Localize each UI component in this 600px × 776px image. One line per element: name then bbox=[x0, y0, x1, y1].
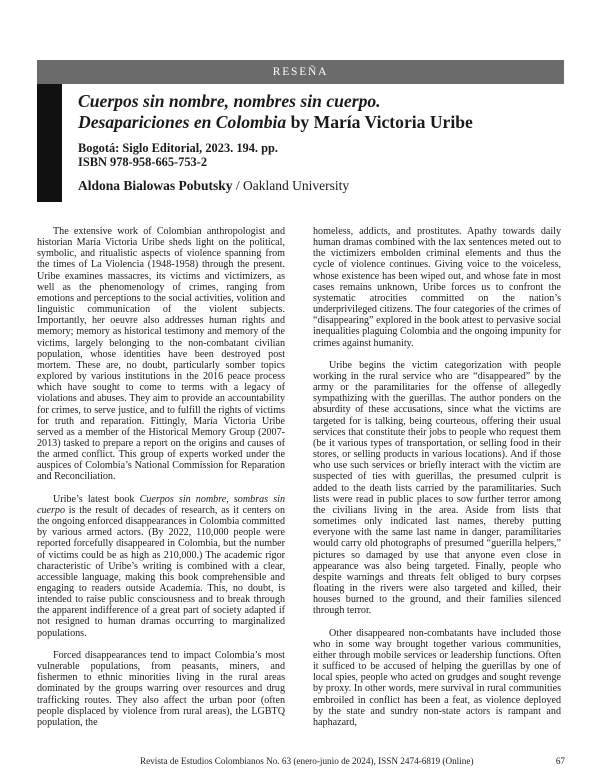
isbn-line: ISBN 978-958-665-753-2 bbox=[78, 155, 208, 169]
reviewer bbox=[78, 178, 568, 194]
book-title-line1: Cuerpos sin nombre, nombres sin cuerpo. bbox=[78, 91, 381, 111]
review-title bbox=[78, 91, 568, 133]
section-banner bbox=[37, 60, 564, 84]
paragraph-continued: homeless, addicts, and prostitutes. Apathy towards daily human dramas combined with the lax sentences meted out to the victimizers embolden criminal elements and thus the cycle of violence continues. Giving voice to the voiceless, whose existence has been wiped out, and whose fate in most cases remains unknown, Uribe forces us to confront the systematic atrocities committed on the nation’s underprivileged citizens. The four categories of the crimes of “disappearing” explored in the book attest to pervasive social inequalities plaguing Colombia and the ongoing impunity for crimes against humanity. bbox=[313, 226, 561, 349]
book-title-inline: Cuerpos sin nombre, sombras sin cuerpo bbox=[37, 493, 285, 516]
journal-citation: Revista de Estudios Colombianos No. 63 (enero-junio de 2024), ISSN 2474-6819 (Online) bbox=[140, 756, 474, 766]
publisher-line: Bogotá: Siglo Editorial, 2023. 194. pp. bbox=[78, 141, 278, 155]
body-column-left bbox=[37, 226, 285, 728]
body-column-right bbox=[313, 226, 561, 728]
paragraph: Other disappeared non-combatants have included those who in some way brought together various communities, either through mobile services or leadership functions. Often it sufficed to be accused of helping the guerillas by one of local spies, people who acted on grudges and sought revenge by proxy. In other words, mere survival in rural communities embroiled in conflict has been a feat, as violence deployed by the state and sundry non-state actors is rampant and haphazard, bbox=[313, 627, 561, 728]
book-title-line2: Desapariciones en Colombia bbox=[78, 112, 287, 132]
title-accent-bar bbox=[37, 84, 62, 202]
reviewer-affiliation: / Oakland University bbox=[232, 178, 350, 193]
paragraph bbox=[37, 494, 285, 639]
paragraph-text: is the result of decades of research, as it centers on the ongoing enforced disappearances in Colombia committed by various armed actors. (By 2022, 110,000 people were reported forcefully disappeared in Colombia, but the number of victims could be as high as 210,000.) The academic rigor characteristic of Uribe’s writing is combined with a clear, accessible language, making this book comprehensible and engaging to readers outside Academia. This, no doubt, is intended to raise public consciousness and to break through the apparent indifference of a great part of society adapted if not resigned to human dramas occurring to marginalized populations. bbox=[37, 504, 285, 639]
reviewer-name: Aldona Bialowas Pobutsky bbox=[78, 178, 233, 193]
page-number: 67 bbox=[555, 756, 565, 766]
paragraph: The extensive work of Colombian anthropologist and historian María Victoria Uribe sheds light on the political, symbolic, and ritualistic aspects of violence spanning from the times of La Violencia (1948-1958) through the present. Uribe examines massacres, its victims and victimizers, as well as the phenomenology of crimes, ranging from emotions and perceptions to the social activities, volition and linguistic communication of the violent subjects. Importantly, her oeuvre also addresses human rights and memory; memory as historical testimony and memory of the victims, largely belonging to the non-combatant civilian population, whose identities have been destroyed post mortem. These are, no doubt, particularly somber topics explored by various institutions in the 2016 peace process which have sought to come to terms with a legacy of violations and abuses. They aim to provide an accountability for crimes, to serve justice, and to fulfill the rights of victims for truth and reparation. Fittingly, María Victoria Uribe served as a member of the Historical Memory Group (2007-2013) tasked to prepare a report on the origins and causes of the armed conflict. This group of experts worked under the auspices of Colombia’s National Commission for Reparation and Reconciliation. bbox=[37, 226, 285, 483]
paragraph: Uribe begins the victim categorization with people working in the rural service who are “disappeared” by the army or the paramilitaries for the offense of allegedly sympathizing with the guerillas. The author ponders on the absurdity of these accusations, since what the victims are targeted for is talking, being courteous, offering their usual services that constitute their jobs to people who request them (be it various types of transportation, or selling food in their stores, or selling products in various locations). And if those who use such services or briefly interact with the victim are suspected of ties with guerillas, the presumed culprit is added to the death lists carried by the paramilitaries. Such lists were read in public places to sow further terror among the civilians living in the area. Aside from lists that sometimes only indicated last names, thereby putting everyone with the same last name in danger, paramilitaries would carry old photographs of presumed “guerilla helpers,” pictures so damaged by use that anyone even close in appearance was also being targeted. Finally, people who despite warnings and threats felt obliged to bury corpses floating in the rivers were also targeted and killed, their houses burned to the ground, and their families silenced through terror. bbox=[313, 359, 561, 617]
paragraph-text: Uribe’s latest book bbox=[53, 493, 140, 505]
section-label: RESEÑA bbox=[272, 66, 329, 78]
paragraph: Forced disappearances tend to impact Colombia’s most vulnerable populations, from peasants, miners, and fishermen to ethnic minorities living in the rural areas dominated by the groups warring over resources and drug trafficking routes. They also affect the urban poor (often people displaced by violence from rural areas), the LGBTQ population, the bbox=[37, 649, 285, 728]
publication-info bbox=[78, 141, 568, 169]
book-author: by María Victoria Uribe bbox=[286, 112, 473, 132]
